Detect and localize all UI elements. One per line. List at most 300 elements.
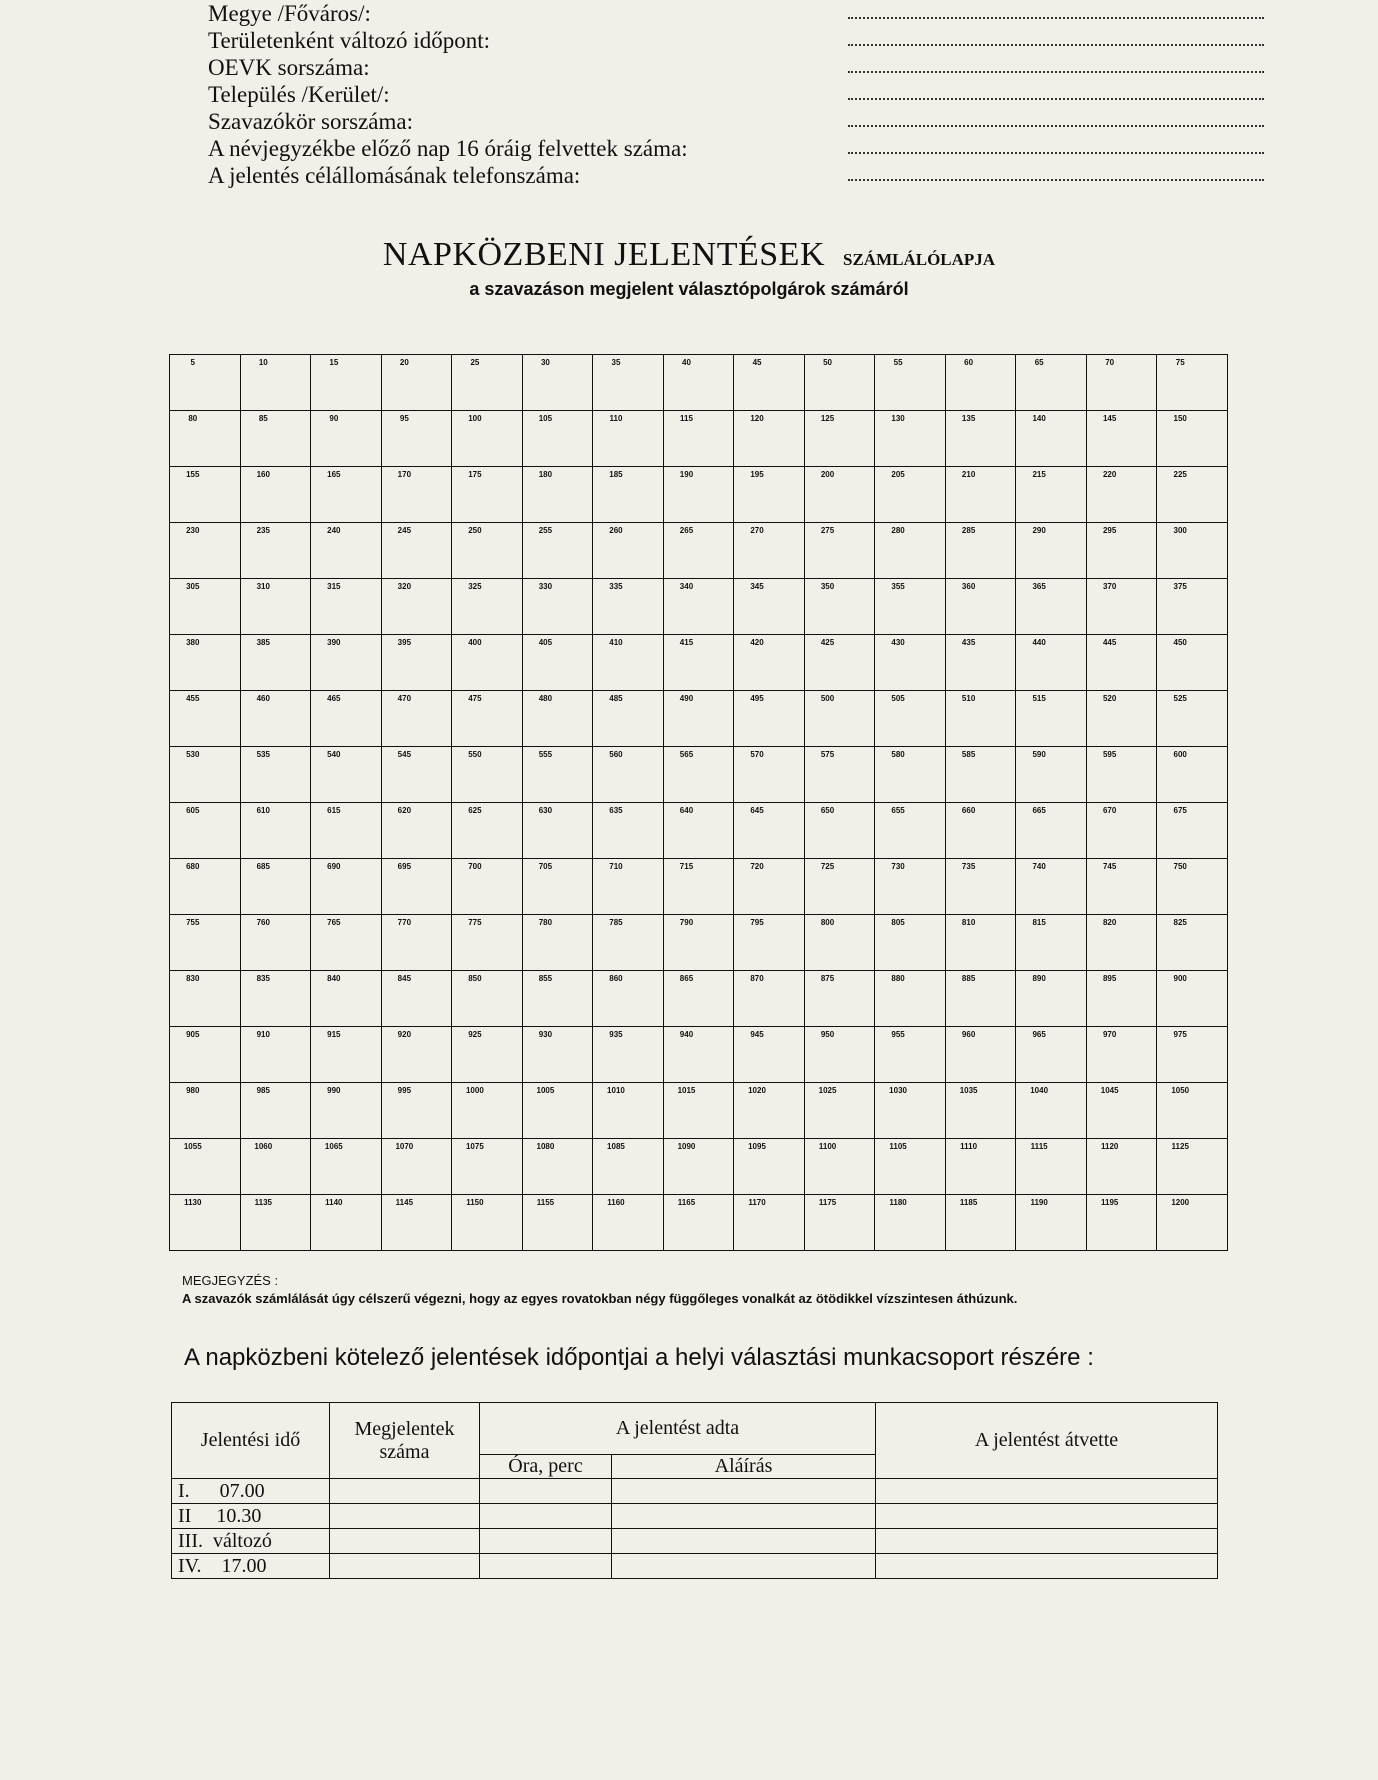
tally-number: 175 <box>468 470 482 479</box>
tally-cell[interactable] <box>663 1139 734 1195</box>
hour-cell[interactable] <box>480 1554 612 1579</box>
tally-cell[interactable] <box>945 579 1016 635</box>
tally-cell[interactable] <box>381 579 452 635</box>
tally-number: 690 <box>327 862 341 871</box>
tally-cell[interactable] <box>734 579 805 635</box>
tally-cell[interactable] <box>170 1195 241 1251</box>
tally-cell[interactable] <box>804 1195 875 1251</box>
tally-cell[interactable] <box>452 691 523 747</box>
tally-cell[interactable] <box>663 411 734 467</box>
tally-cell[interactable] <box>1157 1027 1228 1083</box>
received-cell[interactable] <box>876 1529 1218 1554</box>
tally-cell[interactable] <box>522 747 593 803</box>
header-hour-min: Óra, perc <box>480 1455 612 1479</box>
tally-cell[interactable] <box>734 859 805 915</box>
tally-cell[interactable] <box>734 523 805 579</box>
tally-cell[interactable] <box>875 859 946 915</box>
tally-cell[interactable] <box>311 859 382 915</box>
tally-cell[interactable] <box>1157 859 1228 915</box>
tally-cell[interactable] <box>381 859 452 915</box>
tally-cell[interactable] <box>452 971 523 1027</box>
tally-cell[interactable] <box>1016 355 1087 411</box>
tally-number: 860 <box>609 974 623 983</box>
tally-cell[interactable] <box>240 635 311 691</box>
tally-cell[interactable] <box>945 1027 1016 1083</box>
title-main: NAPKÖZBENI JELENTÉSEK <box>382 236 825 273</box>
tally-cell[interactable] <box>452 579 523 635</box>
tally-cell[interactable] <box>240 355 311 411</box>
tally-cell[interactable] <box>945 1083 1016 1139</box>
tally-cell[interactable] <box>170 523 241 579</box>
tally-cell[interactable] <box>381 803 452 859</box>
tally-cell[interactable] <box>311 747 382 803</box>
tally-cell[interactable] <box>170 467 241 523</box>
tally-cell[interactable] <box>663 635 734 691</box>
received-cell[interactable] <box>876 1554 1218 1579</box>
tally-cell[interactable] <box>1157 467 1228 523</box>
tally-number: 415 <box>679 638 694 647</box>
tally-cell[interactable] <box>804 691 875 747</box>
tally-cell[interactable] <box>522 1139 593 1195</box>
dotted-input-line[interactable] <box>848 98 1264 100</box>
hour-cell[interactable] <box>480 1479 612 1504</box>
tally-cell[interactable] <box>170 1139 241 1195</box>
tally-cell[interactable] <box>311 915 382 971</box>
tally-cell[interactable] <box>170 635 241 691</box>
tally-cell[interactable] <box>1157 747 1228 803</box>
tally-cell[interactable] <box>170 859 241 915</box>
tally-cell[interactable] <box>1016 523 1087 579</box>
dotted-input-line[interactable] <box>848 17 1264 19</box>
title-suffix: SZÁMLÁLÓLAPJA <box>843 250 996 269</box>
dotted-input-line[interactable] <box>848 152 1264 154</box>
tally-cell[interactable] <box>1016 1083 1087 1139</box>
tally-cell[interactable] <box>663 971 734 1027</box>
tally-cell[interactable] <box>240 747 311 803</box>
tally-cell[interactable] <box>663 747 734 803</box>
page-subtitle: a szavazáson megjelent választópolgárok számáról <box>469 279 909 299</box>
tally-cell[interactable] <box>1086 467 1157 523</box>
tally-cell[interactable] <box>522 467 593 523</box>
tally-cell[interactable] <box>875 411 946 467</box>
tally-cell[interactable] <box>381 635 452 691</box>
tally-cell[interactable] <box>663 523 734 579</box>
tally-cell[interactable] <box>945 915 1016 971</box>
tally-cell[interactable] <box>522 1027 593 1083</box>
tally-cell[interactable] <box>452 1027 523 1083</box>
tally-cell[interactable] <box>593 1027 664 1083</box>
tally-cell[interactable] <box>593 803 664 859</box>
tally-cell[interactable] <box>1157 803 1228 859</box>
tally-row <box>170 747 1228 803</box>
tally-cell[interactable] <box>593 971 664 1027</box>
tally-cell[interactable] <box>381 523 452 579</box>
tally-cell[interactable] <box>1157 635 1228 691</box>
tally-cell[interactable] <box>522 691 593 747</box>
tally-number: 20 <box>399 358 409 367</box>
tally-cell[interactable] <box>804 355 875 411</box>
tally-cell[interactable] <box>1086 579 1157 635</box>
tally-number: 1200 <box>1171 1198 1190 1207</box>
signature-cell[interactable] <box>612 1504 876 1529</box>
tally-cell[interactable] <box>734 411 805 467</box>
tally-cell[interactable] <box>945 635 1016 691</box>
tally-cell[interactable] <box>522 971 593 1027</box>
dotted-input-line[interactable] <box>848 179 1264 181</box>
tally-cell[interactable] <box>311 467 382 523</box>
tally-cell[interactable] <box>875 1195 946 1251</box>
tally-number: 815 <box>1032 918 1046 927</box>
tally-cell[interactable] <box>663 355 734 411</box>
tally-number: 700 <box>468 862 482 871</box>
tally-number: 605 <box>186 806 200 815</box>
tally-cell[interactable] <box>875 691 946 747</box>
tally-cell[interactable] <box>804 523 875 579</box>
tally-number: 895 <box>1102 974 1117 983</box>
tally-cell[interactable] <box>663 1027 734 1083</box>
tally-cell[interactable] <box>381 915 452 971</box>
tally-number: 640 <box>679 806 694 815</box>
tally-cell[interactable] <box>381 411 452 467</box>
received-cell[interactable] <box>876 1504 1218 1529</box>
tally-number: 540 <box>327 750 341 759</box>
tally-cell[interactable] <box>734 635 805 691</box>
tally-cell[interactable] <box>170 803 241 859</box>
tally-cell[interactable] <box>1016 691 1087 747</box>
tally-cell[interactable] <box>734 1027 805 1083</box>
tally-cell[interactable] <box>1016 467 1087 523</box>
tally-number: 435 <box>961 638 976 647</box>
tally-cell[interactable] <box>170 579 241 635</box>
tally-cell[interactable] <box>734 803 805 859</box>
tally-cell[interactable] <box>593 1083 664 1139</box>
tally-cell[interactable] <box>311 1083 382 1139</box>
tally-cell[interactable] <box>1157 1139 1228 1195</box>
tally-number: 620 <box>397 806 412 815</box>
tally-cell[interactable] <box>593 523 664 579</box>
tally-cell[interactable] <box>1086 1195 1157 1251</box>
tally-number: 1035 <box>959 1086 978 1095</box>
tally-cell[interactable] <box>593 1139 664 1195</box>
tally-cell[interactable] <box>381 1083 452 1139</box>
tally-cell[interactable] <box>945 467 1016 523</box>
tally-cell[interactable] <box>875 467 946 523</box>
tally-cell[interactable] <box>1016 411 1087 467</box>
tally-cell[interactable] <box>522 635 593 691</box>
tally-cell[interactable] <box>593 579 664 635</box>
tally-cell[interactable] <box>663 859 734 915</box>
tally-cell[interactable] <box>804 411 875 467</box>
tally-cell[interactable] <box>945 691 1016 747</box>
tally-cell[interactable] <box>663 1195 734 1251</box>
signature-cell[interactable] <box>612 1554 876 1579</box>
tally-cell[interactable] <box>170 411 241 467</box>
tally-cell[interactable] <box>804 803 875 859</box>
tally-cell[interactable] <box>170 915 241 971</box>
tally-cell[interactable] <box>1086 691 1157 747</box>
tally-cell[interactable] <box>734 1139 805 1195</box>
dotted-input-line[interactable] <box>848 71 1264 73</box>
tally-cell[interactable] <box>522 859 593 915</box>
tally-cell[interactable] <box>945 747 1016 803</box>
tally-cell[interactable] <box>875 915 946 971</box>
tally-cell[interactable] <box>875 971 946 1027</box>
tally-cell[interactable] <box>804 859 875 915</box>
tally-cell[interactable] <box>945 1195 1016 1251</box>
tally-cell[interactable] <box>1086 747 1157 803</box>
tally-cell[interactable] <box>240 1195 311 1251</box>
tally-cell[interactable] <box>311 691 382 747</box>
tally-cell[interactable] <box>1016 971 1087 1027</box>
tally-cell[interactable] <box>804 635 875 691</box>
tally-cell[interactable] <box>381 1195 452 1251</box>
tally-cell[interactable] <box>240 915 311 971</box>
tally-cell[interactable] <box>311 1195 382 1251</box>
tally-cell[interactable] <box>452 747 523 803</box>
tally-cell[interactable] <box>1086 971 1157 1027</box>
count-cell[interactable] <box>330 1554 480 1579</box>
tally-number: 505 <box>891 694 905 703</box>
tally-cell[interactable] <box>240 1139 311 1195</box>
tally-cell[interactable] <box>945 971 1016 1027</box>
tally-cell[interactable] <box>945 1139 1016 1195</box>
field-row-settlement <box>208 81 1268 108</box>
tally-cell[interactable] <box>1157 523 1228 579</box>
tally-cell[interactable] <box>593 859 664 915</box>
tally-cell[interactable] <box>1086 355 1157 411</box>
tally-cell[interactable] <box>804 747 875 803</box>
tally-number: 955 <box>891 1030 905 1039</box>
tally-cell[interactable] <box>593 467 664 523</box>
tally-cell[interactable] <box>593 747 664 803</box>
tally-cell[interactable] <box>1016 803 1087 859</box>
tally-cell[interactable] <box>452 355 523 411</box>
received-cell[interactable] <box>876 1479 1218 1504</box>
tally-cell[interactable] <box>875 1083 946 1139</box>
tally-cell[interactable] <box>240 579 311 635</box>
tally-cell[interactable] <box>1086 1083 1157 1139</box>
tally-number: 305 <box>186 582 200 591</box>
tally-number: 125 <box>820 414 835 423</box>
tally-cell[interactable] <box>1157 1195 1228 1251</box>
tally-cell[interactable] <box>522 1195 593 1251</box>
tally-cell[interactable] <box>804 915 875 971</box>
tally-cell[interactable] <box>875 803 946 859</box>
tally-cell[interactable] <box>1016 635 1087 691</box>
tally-cell[interactable] <box>593 355 664 411</box>
tally-cell[interactable] <box>945 523 1016 579</box>
tally-cell[interactable] <box>663 803 734 859</box>
tally-cell[interactable] <box>734 1195 805 1251</box>
tally-cell[interactable] <box>452 635 523 691</box>
tally-cell[interactable] <box>381 467 452 523</box>
tally-cell[interactable] <box>593 411 664 467</box>
tally-cell[interactable] <box>804 1083 875 1139</box>
tally-cell[interactable] <box>1157 1083 1228 1139</box>
tally-cell[interactable] <box>1086 635 1157 691</box>
count-cell[interactable] <box>330 1504 480 1529</box>
tally-cell[interactable] <box>875 579 946 635</box>
tally-number: 65 <box>1034 358 1044 367</box>
tally-cell[interactable] <box>804 1139 875 1195</box>
tally-cell[interactable] <box>522 579 593 635</box>
tally-cell[interactable] <box>381 1027 452 1083</box>
tally-cell[interactable] <box>170 691 241 747</box>
tally-cell[interactable] <box>381 691 452 747</box>
tally-cell[interactable] <box>452 915 523 971</box>
tally-cell[interactable] <box>1016 915 1087 971</box>
tally-cell[interactable] <box>452 1083 523 1139</box>
tally-cell[interactable] <box>452 411 523 467</box>
tally-cell[interactable] <box>875 1139 946 1195</box>
tally-cell[interactable] <box>945 355 1016 411</box>
tally-cell[interactable] <box>804 1027 875 1083</box>
tally-cell[interactable] <box>945 859 1016 915</box>
tally-cell[interactable] <box>240 971 311 1027</box>
tally-cell[interactable] <box>734 915 805 971</box>
tally-cell[interactable] <box>381 1139 452 1195</box>
tally-cell[interactable] <box>240 691 311 747</box>
tally-cell[interactable] <box>452 859 523 915</box>
tally-cell[interactable] <box>381 747 452 803</box>
tally-cell[interactable] <box>452 467 523 523</box>
tally-cell[interactable] <box>593 635 664 691</box>
tally-cell[interactable] <box>1157 411 1228 467</box>
tally-cell[interactable] <box>663 691 734 747</box>
tally-cell[interactable] <box>311 971 382 1027</box>
tally-cell[interactable] <box>170 1083 241 1139</box>
tally-number: 170 <box>397 470 412 479</box>
tally-cell[interactable] <box>170 1027 241 1083</box>
tally-cell[interactable] <box>311 411 382 467</box>
tally-number: 655 <box>891 806 905 815</box>
tally-cell[interactable] <box>311 1139 382 1195</box>
tally-cell[interactable] <box>522 803 593 859</box>
signature-cell[interactable] <box>612 1479 876 1504</box>
tally-number: 280 <box>891 526 905 535</box>
tally-cell[interactable] <box>1157 355 1228 411</box>
tally-cell[interactable] <box>1157 579 1228 635</box>
tally-cell[interactable] <box>1086 523 1157 579</box>
tally-cell[interactable] <box>381 355 452 411</box>
tally-cell[interactable] <box>1086 411 1157 467</box>
tally-cell[interactable] <box>311 635 382 691</box>
tally-cell[interactable] <box>452 1139 523 1195</box>
tally-cell[interactable] <box>875 635 946 691</box>
tally-cell[interactable] <box>311 803 382 859</box>
tally-cell[interactable] <box>593 915 664 971</box>
tally-cell[interactable] <box>522 411 593 467</box>
tally-cell[interactable] <box>311 1027 382 1083</box>
tally-cell[interactable] <box>1086 859 1157 915</box>
dotted-input-line[interactable] <box>848 125 1264 127</box>
tally-cell[interactable] <box>522 523 593 579</box>
tally-cell[interactable] <box>311 523 382 579</box>
tally-cell[interactable] <box>381 971 452 1027</box>
tally-cell[interactable] <box>663 579 734 635</box>
tally-cell[interactable] <box>875 523 946 579</box>
tally-cell[interactable] <box>452 803 523 859</box>
tally-cell[interactable] <box>1157 971 1228 1027</box>
tally-cell[interactable] <box>734 691 805 747</box>
signature-cell[interactable] <box>612 1529 876 1554</box>
tally-cell[interactable] <box>1086 803 1157 859</box>
tally-number: 965 <box>1032 1030 1046 1039</box>
tally-cell[interactable] <box>240 467 311 523</box>
tally-cell[interactable] <box>452 523 523 579</box>
tally-number: 790 <box>679 918 694 927</box>
tally-cell[interactable] <box>1016 1139 1087 1195</box>
tally-cell[interactable] <box>311 579 382 635</box>
tally-cell[interactable] <box>240 803 311 859</box>
tally-number: 1150 <box>466 1198 484 1207</box>
tally-cell[interactable] <box>522 355 593 411</box>
tally-cell[interactable] <box>1016 747 1087 803</box>
tally-cell[interactable] <box>240 411 311 467</box>
tally-cell[interactable] <box>875 1027 946 1083</box>
tally-cell[interactable] <box>240 1027 311 1083</box>
tally-cell[interactable] <box>734 467 805 523</box>
tally-cell[interactable] <box>1157 691 1228 747</box>
tally-cell[interactable] <box>1086 915 1157 971</box>
tally-cell[interactable] <box>240 859 311 915</box>
tally-cell[interactable] <box>1086 1139 1157 1195</box>
tally-cell[interactable] <box>1016 859 1087 915</box>
tally-cell[interactable] <box>734 971 805 1027</box>
tally-number: 445 <box>1102 638 1117 647</box>
tally-cell[interactable] <box>804 467 875 523</box>
tally-cell[interactable] <box>734 747 805 803</box>
tally-cell[interactable] <box>1016 1195 1087 1251</box>
tally-cell[interactable] <box>663 467 734 523</box>
tally-cell[interactable] <box>734 1083 805 1139</box>
tally-cell[interactable] <box>240 523 311 579</box>
tally-cell[interactable] <box>522 915 593 971</box>
tally-cell[interactable] <box>311 355 382 411</box>
tally-cell[interactable] <box>875 747 946 803</box>
tally-cell[interactable] <box>1157 915 1228 971</box>
hour-cell[interactable] <box>480 1529 612 1554</box>
tally-cell[interactable] <box>1016 579 1087 635</box>
tally-cell[interactable] <box>945 411 1016 467</box>
tally-number: 560 <box>609 750 623 759</box>
tally-cell[interactable] <box>945 803 1016 859</box>
tally-number: 345 <box>750 582 764 591</box>
tally-cell[interactable] <box>804 971 875 1027</box>
tally-cell[interactable] <box>170 355 241 411</box>
tally-cell[interactable] <box>240 1083 311 1139</box>
tally-cell[interactable] <box>804 579 875 635</box>
count-cell[interactable] <box>330 1479 480 1504</box>
tally-cell[interactable] <box>663 1083 734 1139</box>
hour-cell[interactable] <box>480 1504 612 1529</box>
tally-cell[interactable] <box>593 691 664 747</box>
tally-number: 100 <box>468 414 482 423</box>
tally-cell[interactable] <box>663 915 734 971</box>
tally-cell[interactable] <box>1086 1027 1157 1083</box>
tally-cell[interactable] <box>1016 1027 1087 1083</box>
tally-cell[interactable] <box>170 971 241 1027</box>
count-cell[interactable] <box>330 1529 480 1554</box>
tally-cell[interactable] <box>452 1195 523 1251</box>
tally-cell[interactable] <box>875 355 946 411</box>
tally-cell[interactable] <box>170 747 241 803</box>
tally-cell[interactable] <box>734 355 805 411</box>
tally-cell[interactable] <box>522 1083 593 1139</box>
tally-cell[interactable] <box>593 1195 664 1251</box>
tally-number: 185 <box>609 470 623 479</box>
dotted-input-line[interactable] <box>848 44 1264 46</box>
